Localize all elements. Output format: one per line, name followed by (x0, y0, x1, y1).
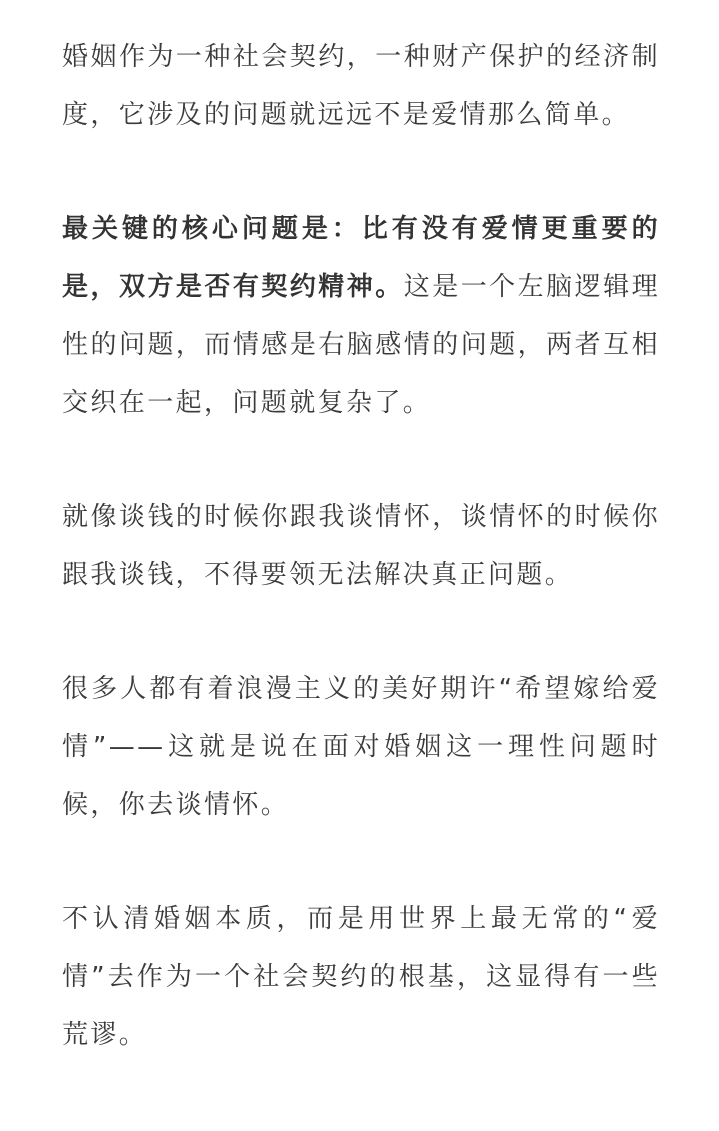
bold-key-sentence: 最关键的核心问题是：比有没有爱情更重要的是，双方是否有契约精神。 (62, 214, 660, 302)
paragraph-marriage-contract (62, 28, 660, 144)
paragraph-money-feelings (62, 488, 660, 604)
paragraph-text: 很多人都有着浪漫主义的美好期许“希望嫁给爱情”——这就是说在面对婚姻这一理性问题时候，你去谈情怀。 (62, 674, 660, 820)
paragraph-text: 不认清婚姻本质，而是用世界上最无常的“爱情”去作为一个社会契约的根基，这显得有一些荒谬。 (62, 904, 660, 1050)
article-body (62, 28, 660, 1064)
paragraph-text: 这是一个左脑逻辑理性的问题，而情感是右脑感情的问题，两者互相交织在一起，问题就复杂了。 (62, 272, 660, 418)
paragraph-core-question (62, 200, 660, 432)
paragraph-text: 婚姻作为一种社会契约，一种财产保护的经济制度，它涉及的问题就远远不是爱情那么简单。 (62, 42, 660, 130)
paragraph-text: 就像谈钱的时候你跟我谈情怀，谈情怀的时候你跟我谈钱，不得要领无法解决真正问题。 (62, 502, 660, 590)
paragraph-conclusion (62, 890, 660, 1064)
paragraph-romanticism (62, 660, 660, 834)
